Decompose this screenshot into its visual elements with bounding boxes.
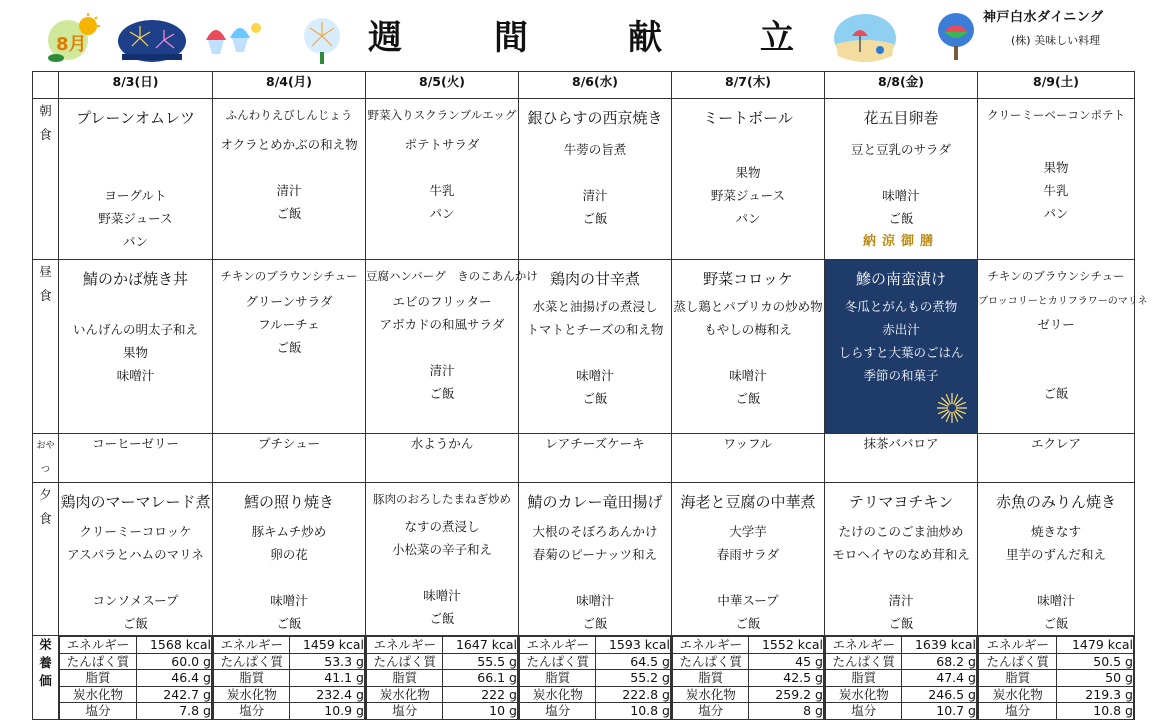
- nutrient-label: たんぱく質: [673, 653, 749, 670]
- dinner-row: [33, 483, 1135, 636]
- lunch-side-dish: もやしの梅和え: [704, 322, 792, 337]
- dinner-cell: [59, 483, 213, 636]
- dinner-side-dish: 味噌汁: [270, 593, 308, 608]
- lunch-side-dish: グリーンサラダ: [245, 294, 333, 309]
- nutrient-value: 53.3 g: [290, 653, 365, 670]
- lunch-side-dish: 味噌汁: [116, 368, 155, 383]
- nutrient-label: 塩分: [214, 703, 290, 719]
- nutrient-value: 222.8 g: [596, 686, 671, 703]
- breakfast-cell: [825, 99, 978, 260]
- dinner-cell: [825, 483, 978, 636]
- nutrient-value: 55.5 g: [443, 653, 518, 670]
- dinner-side-dish: [978, 566, 1134, 589]
- nutrition-table: [978, 636, 1134, 719]
- dinner-side-dish: 大学芋: [729, 524, 767, 539]
- nutrient-label: たんぱく質: [60, 653, 137, 670]
- breakfast-main-dish: ふんわりえびしんじょう: [225, 108, 353, 122]
- lunch-main-dish: 豆腐ハンバーグ きのこあんかけ: [366, 269, 538, 283]
- nutrient-value: 242.7 g: [136, 686, 211, 703]
- nutrient-value: 10.8 g: [596, 703, 671, 719]
- nutrient-label: たんぱく質: [367, 653, 443, 670]
- nutrient-label: エネルギー: [673, 637, 749, 654]
- dinner-main-dish: 鯖のカレー竜田揚げ: [527, 493, 663, 511]
- breakfast-side-dish: [519, 161, 671, 184]
- breakfast-side-dish: パン: [1043, 206, 1069, 221]
- nutrient-label: エネルギー: [367, 637, 443, 654]
- day-header: 8/4(月): [213, 72, 366, 99]
- dinner-main-dish: 鱈の照り焼き: [243, 493, 334, 511]
- dinner-side-dish: クリーミーコロッケ: [79, 524, 192, 539]
- breakfast-side-dish: 牛乳: [429, 183, 455, 198]
- title-char-4: 立: [760, 18, 794, 58]
- dinner-side-dish: 豚キムチ炒め: [251, 524, 327, 539]
- day-header-row: [33, 72, 1135, 99]
- nutrient-value: 50 g: [1057, 670, 1134, 687]
- nutrient-value: 10.9 g: [290, 703, 365, 719]
- lunch-side-dish: 清汁: [429, 363, 455, 378]
- breakfast-side-dish: [825, 161, 977, 184]
- nutrient-value: 259.2 g: [749, 686, 824, 703]
- nutrient-value: 10.7 g: [902, 703, 977, 719]
- breakfast-side-dish: 果物: [1043, 160, 1069, 175]
- breakfast-side-dish: [366, 156, 518, 179]
- nutrient-label: エネルギー: [214, 637, 290, 654]
- breakfast-side-dish: 味噌汁: [882, 188, 920, 203]
- snack-cell: 水ようかん: [366, 434, 519, 483]
- nutrient-label: 脂質: [367, 670, 443, 687]
- lunch-label: 昼 食: [33, 260, 59, 434]
- weekly-menu-table: [32, 71, 1148, 720]
- breakfast-side-dish: オクラとめかぶの和え物: [220, 137, 358, 152]
- day-header: 8/3(日): [59, 72, 213, 99]
- dinner-cell: [672, 483, 825, 636]
- nutrition-table: [366, 636, 518, 719]
- breakfast-cell: [519, 99, 672, 260]
- snack-cell: レアチーズケーキ: [519, 434, 672, 483]
- nutrient-value: 10 g: [443, 703, 518, 719]
- uchiwa-fan-icon: [934, 10, 978, 62]
- breakfast-side-dish: [366, 225, 518, 248]
- fireworks-icon: [116, 18, 188, 64]
- nutrient-value: 7.8 g: [136, 703, 211, 719]
- nutrient-value: 8 g: [749, 703, 824, 719]
- lunch-side-dish: [59, 295, 212, 318]
- day-header: 8/5(火): [366, 72, 519, 99]
- dinner-side-dish: 小松菜の辛子和え: [391, 542, 492, 557]
- nutrition-table: [213, 636, 365, 719]
- breakfast-cell: [978, 99, 1135, 260]
- lunch-side-dish: [366, 336, 518, 359]
- lunch-side-dish: ご飯: [582, 391, 608, 406]
- title-char-1: 週: [368, 18, 402, 58]
- breakfast-main-dish: 野菜入りスクランブルエッグ: [367, 108, 517, 122]
- dinner-side-dish: 味噌汁: [423, 588, 461, 603]
- nutrition-label: 栄 養 価: [33, 636, 59, 720]
- nutrient-label: たんぱく質: [520, 653, 596, 670]
- title-char-3: 献: [628, 18, 662, 58]
- breakfast-side-dish: [978, 225, 1134, 248]
- lunch-main-dish: 野菜コロッケ: [703, 270, 793, 288]
- breakfast-side-dish: パン: [122, 234, 148, 249]
- nutrient-value: 55.2 g: [596, 670, 671, 687]
- lunch-side-dish: [213, 405, 365, 428]
- dinner-side-dish: 大根のそぼろあんかけ: [532, 524, 658, 539]
- breakfast-side-dish: ご飯: [276, 206, 302, 221]
- dinner-side-dish: ご飯: [276, 616, 302, 631]
- nutrient-label: たんぱく質: [214, 653, 290, 670]
- nutrient-label: 脂質: [60, 670, 137, 687]
- snack-cell: 抹茶ババロア: [825, 434, 978, 483]
- lunch-side-dish: エビのフリッター: [392, 294, 492, 309]
- lunch-side-dish: ブロッコリーとカリフラワーのマリネ: [978, 296, 1148, 307]
- breakfast-side-dish: ポテトサラダ: [404, 137, 480, 152]
- dinner-label: 夕 食: [33, 483, 59, 636]
- nutrient-value: 232.4 g: [290, 686, 365, 703]
- lunch-side-dish: 味噌汁: [576, 368, 614, 383]
- lunch-cell: [59, 260, 213, 434]
- nutrition-cell: [672, 636, 825, 720]
- breakfast-cell: [213, 99, 366, 260]
- lunch-side-dish: [978, 359, 1134, 382]
- dinner-side-dish: [825, 566, 977, 589]
- nutrient-value: 50.5 g: [1057, 653, 1134, 670]
- breakfast-cell: [672, 99, 825, 260]
- nutrition-cell: [825, 636, 978, 720]
- lunch-side-dish: [213, 359, 365, 382]
- lunch-side-dish: [978, 405, 1134, 428]
- day-header: 8/8(金): [825, 72, 978, 99]
- nutrition-cell: [59, 636, 213, 720]
- nutrient-label: 炭水化物: [60, 686, 137, 703]
- nutrition-table: [672, 636, 824, 719]
- breakfast-side-dish: 野菜ジュース: [710, 188, 786, 203]
- lunch-side-dish: [672, 341, 824, 364]
- breakfast-side-dish: [519, 230, 671, 253]
- nutrient-value: 41.1 g: [290, 670, 365, 687]
- breakfast-main-dish: ミートボール: [703, 109, 793, 127]
- lunch-cell: [825, 260, 978, 434]
- breakfast-side-dish: [59, 161, 212, 184]
- nutrient-value: 222 g: [443, 686, 518, 703]
- beach-icon: [832, 12, 898, 64]
- lunch-side-dish: [519, 410, 671, 433]
- lunch-side-dish: 味噌汁: [729, 368, 767, 383]
- breakfast-side-dish: [213, 225, 365, 248]
- lunch-side-dish: しらすと大葉のごはん: [838, 345, 964, 360]
- breakfast-side-dish: [672, 230, 824, 253]
- dinner-side-dish: モロヘイヤのなめ茸和え: [832, 547, 970, 562]
- breakfast-cell: [366, 99, 519, 260]
- dinner-side-dish: ご飯: [122, 616, 148, 631]
- lunch-cell: [213, 260, 366, 434]
- lunch-side-dish: アボカドの和風サラダ: [379, 317, 505, 332]
- snack-row: [33, 434, 1135, 483]
- nutrient-label: たんぱく質: [826, 653, 902, 670]
- breakfast-side-dish: 牛乳: [1043, 183, 1069, 198]
- month-badge-icon: [44, 12, 104, 62]
- nutrition-table: [59, 636, 212, 719]
- dinner-side-dish: [59, 566, 212, 589]
- snack-cell: プチシュー: [213, 434, 366, 483]
- dinner-side-dish: 味噌汁: [1037, 593, 1075, 608]
- nutrient-label: 炭水化物: [979, 686, 1057, 703]
- dinner-cell: [519, 483, 672, 636]
- lunch-side-dish: ご飯: [276, 340, 302, 355]
- lunch-side-dish: [213, 382, 365, 405]
- lunch-side-dish: 赤出汁: [882, 322, 920, 337]
- breakfast-cell: [59, 99, 213, 260]
- nutrient-value: 1552 kcal: [749, 637, 824, 654]
- nutrient-label: 塩分: [979, 703, 1057, 719]
- dinner-side-dish: 中華スープ: [717, 593, 779, 608]
- breakfast-main-dish: 銀ひらすの西京焼き: [527, 109, 663, 127]
- nutrient-value: 10.8 g: [1057, 703, 1134, 719]
- breakfast-side-dish: [978, 133, 1134, 156]
- lunch-side-dish: 冬瓜とがんもの煮物: [844, 299, 958, 314]
- lunch-side-dish: [366, 405, 518, 428]
- breakfast-side-dish: 豆と豆乳のサラダ: [851, 142, 951, 157]
- nutrient-label: 炭水化物: [367, 686, 443, 703]
- nutrition-cell: [978, 636, 1135, 720]
- nutrient-value: 1593 kcal: [596, 637, 671, 654]
- nutrient-label: たんぱく質: [979, 653, 1057, 670]
- dinner-cell: [366, 483, 519, 636]
- natto-gozen-label: 納涼御膳: [862, 234, 939, 249]
- lunch-side-dish: フルーチェ: [258, 317, 320, 332]
- lunch-side-dish: [672, 410, 824, 433]
- dinner-side-dish: ご飯: [1043, 616, 1069, 631]
- dinner-side-dish: 焼きなす: [1030, 524, 1081, 539]
- nutrient-label: エネルギー: [826, 637, 902, 654]
- header: [0, 0, 1160, 68]
- lunch-side-dish: トマトとチーズの和え物: [526, 322, 664, 337]
- breakfast-side-dish: [213, 156, 365, 179]
- nutrient-value: 1459 kcal: [290, 637, 365, 654]
- breakfast-side-dish: パン: [429, 206, 455, 221]
- nutrient-value: 60.0 g: [136, 653, 211, 670]
- nutrition-cell: [213, 636, 366, 720]
- nutrient-label: 塩分: [673, 703, 749, 719]
- nutrient-value: 68.2 g: [902, 653, 977, 670]
- lunch-side-dish: 果物: [122, 345, 148, 360]
- snack-label: おやつ: [33, 434, 59, 483]
- nutrient-value: 45 g: [749, 653, 824, 670]
- nutrient-label: 炭水化物: [826, 686, 902, 703]
- dinner-cell: [978, 483, 1135, 636]
- day-header: 8/9(土): [978, 72, 1135, 99]
- lunch-main-dish: 鶏肉の甘辛煮: [549, 270, 640, 288]
- nutrient-value: 64.5 g: [596, 653, 671, 670]
- lunch-side-dish: [519, 341, 671, 364]
- nutrient-label: 炭水化物: [520, 686, 596, 703]
- lunch-side-dish: 季節の和菓子: [863, 368, 939, 383]
- lunch-side-dish: 水菜と油揚げの煮浸し: [532, 299, 658, 314]
- lunch-main-dish: チキンのブラウンシチュー: [220, 269, 358, 283]
- firework-icon: [935, 391, 969, 425]
- lunch-main-dish: 鯖のかば焼き丼: [82, 270, 188, 288]
- nutrient-value: 219.3 g: [1057, 686, 1134, 703]
- lunch-side-dish: [59, 410, 212, 433]
- breakfast-side-dish: [59, 138, 212, 161]
- nutrient-value: 66.1 g: [443, 670, 518, 687]
- shaved-ice-icon: [200, 14, 266, 64]
- dinner-main-dish: 豚肉のおろしたまねぎ炒め: [373, 492, 511, 506]
- breakfast-side-dish: ヨーグルト: [104, 188, 167, 203]
- dinner-main-dish: 赤魚のみりん焼き: [995, 493, 1116, 511]
- lunch-side-dish: [59, 387, 212, 410]
- lunch-side-dish: ご飯: [735, 391, 761, 406]
- lunch-cell: [519, 260, 672, 434]
- breakfast-main-dish: 花五目卵巻: [863, 109, 939, 127]
- dinner-side-dish: 春菊のピーナッツ和え: [532, 547, 658, 562]
- nutrient-value: 1639 kcal: [902, 637, 977, 654]
- nutrition-table: [519, 636, 671, 719]
- nutrient-label: 炭水化物: [214, 686, 290, 703]
- nutrient-value: 1647 kcal: [443, 637, 518, 654]
- dinner-side-dish: 春雨サラダ: [716, 547, 780, 562]
- dinner-side-dish: たけのこのごま油炒め: [838, 524, 964, 539]
- snack-cell: ワッフル: [672, 434, 825, 483]
- nutrient-label: 炭水化物: [673, 686, 749, 703]
- lunch-side-dish: ご飯: [429, 386, 455, 401]
- dinner-side-dish: ご飯: [582, 616, 608, 631]
- nutrient-label: エネルギー: [979, 637, 1057, 654]
- title-char-2: 間: [494, 18, 528, 58]
- lunch-side-dish: ご飯: [1043, 386, 1069, 401]
- breakfast-side-dish: 清汁: [582, 188, 608, 203]
- dinner-side-dish: [672, 566, 824, 589]
- nutrient-label: 脂質: [214, 670, 290, 687]
- lunch-cell: [978, 260, 1148, 434]
- nutrient-value: 1479 kcal: [1057, 637, 1134, 654]
- breakfast-side-dish: パン: [735, 211, 761, 226]
- dinner-side-dish: 味噌汁: [576, 593, 614, 608]
- dinner-side-dish: 清汁: [888, 593, 914, 608]
- nutrient-value: 1568 kcal: [136, 637, 211, 654]
- nutrient-label: 脂質: [520, 670, 596, 687]
- nutrient-value: 47.4 g: [902, 670, 977, 687]
- company-name: 神戸白水ダイニング: [983, 10, 1104, 25]
- dinner-side-dish: ご飯: [735, 616, 761, 631]
- fan-fireworks-icon: [296, 16, 348, 66]
- nutrient-label: エネルギー: [60, 637, 137, 654]
- dinner-main-dish: テリマヨチキン: [848, 493, 954, 511]
- corner-cell: [33, 72, 59, 99]
- company-subtitle: (株) 美味しい料理: [1011, 34, 1101, 47]
- breakfast-side-dish: ご飯: [888, 211, 914, 226]
- nutrition-cell: [366, 636, 519, 720]
- nutrient-label: 塩分: [520, 703, 596, 719]
- breakfast-main-dish: プレーンオムレツ: [75, 109, 196, 127]
- dinner-side-dish: [366, 561, 518, 584]
- dinner-main-dish: 鶏肉のマーマレード煮: [60, 493, 211, 511]
- month-badge-text: 8月: [56, 34, 87, 55]
- nutrient-value: 46.4 g: [136, 670, 211, 687]
- dinner-side-dish: コンソメスープ: [92, 593, 179, 608]
- nutrient-label: 塩分: [60, 703, 137, 719]
- lunch-side-dish: いんげんの明太子和え: [72, 322, 198, 337]
- nutrition-row: [33, 636, 1135, 720]
- snack-cell: コーヒーゼリー: [59, 434, 213, 483]
- breakfast-side-dish: [672, 138, 824, 161]
- nutrient-label: 塩分: [367, 703, 443, 719]
- lunch-cell: [672, 260, 825, 434]
- nutrient-label: 脂質: [979, 670, 1057, 687]
- nutrition-table: [825, 636, 977, 719]
- dinner-side-dish: 里芋のずんだ和え: [1005, 547, 1106, 562]
- dinner-side-dish: ご飯: [888, 616, 914, 631]
- lunch-row: [33, 260, 1135, 434]
- breakfast-label: 朝 食: [33, 99, 59, 260]
- nutrient-value: 42.5 g: [749, 670, 824, 687]
- lunch-main-dish: 鰺の南蛮漬け: [855, 270, 946, 288]
- nutrient-label: 脂質: [673, 670, 749, 687]
- dinner-side-dish: アスパラとハムのマリネ: [67, 547, 204, 562]
- breakfast-side-dish: 野菜ジュース: [98, 211, 173, 226]
- nutrient-label: 脂質: [826, 670, 902, 687]
- lunch-side-dish: 蒸し鶏とパプリカの炒め物: [673, 299, 823, 314]
- lunch-main-dish: チキンのブラウンシチュー: [987, 269, 1125, 283]
- dinner-side-dish: 卵の花: [270, 547, 308, 562]
- breakfast-row: [33, 99, 1135, 260]
- dinner-main-dish: 海老と豆腐の中華煮: [680, 493, 816, 511]
- lunch-cell: [366, 260, 538, 434]
- dinner-side-dish: なすの煮浸し: [404, 519, 480, 534]
- lunch-side-dish: [978, 336, 1134, 359]
- dinner-side-dish: ご飯: [429, 611, 455, 626]
- breakfast-side-dish: 牛蒡の旨煮: [563, 142, 627, 157]
- nutrition-cell: [519, 636, 672, 720]
- day-header: 8/7(木): [672, 72, 825, 99]
- breakfast-side-dish: 清汁: [276, 183, 302, 198]
- nutrient-label: エネルギー: [520, 637, 596, 654]
- nutrient-label: 塩分: [826, 703, 902, 719]
- lunch-side-dish: ゼリー: [1037, 317, 1075, 332]
- dinner-cell: [213, 483, 366, 636]
- breakfast-side-dish: 果物: [735, 165, 761, 180]
- dinner-side-dish: [213, 566, 365, 589]
- dinner-side-dish: [519, 566, 671, 589]
- nutrient-value: 246.5 g: [902, 686, 977, 703]
- snack-cell: エクレア: [978, 434, 1135, 483]
- day-header: 8/6(水): [519, 72, 672, 99]
- breakfast-side-dish: ご飯: [582, 211, 608, 226]
- breakfast-main-dish: クリーミーベーコンポテト: [987, 108, 1125, 122]
